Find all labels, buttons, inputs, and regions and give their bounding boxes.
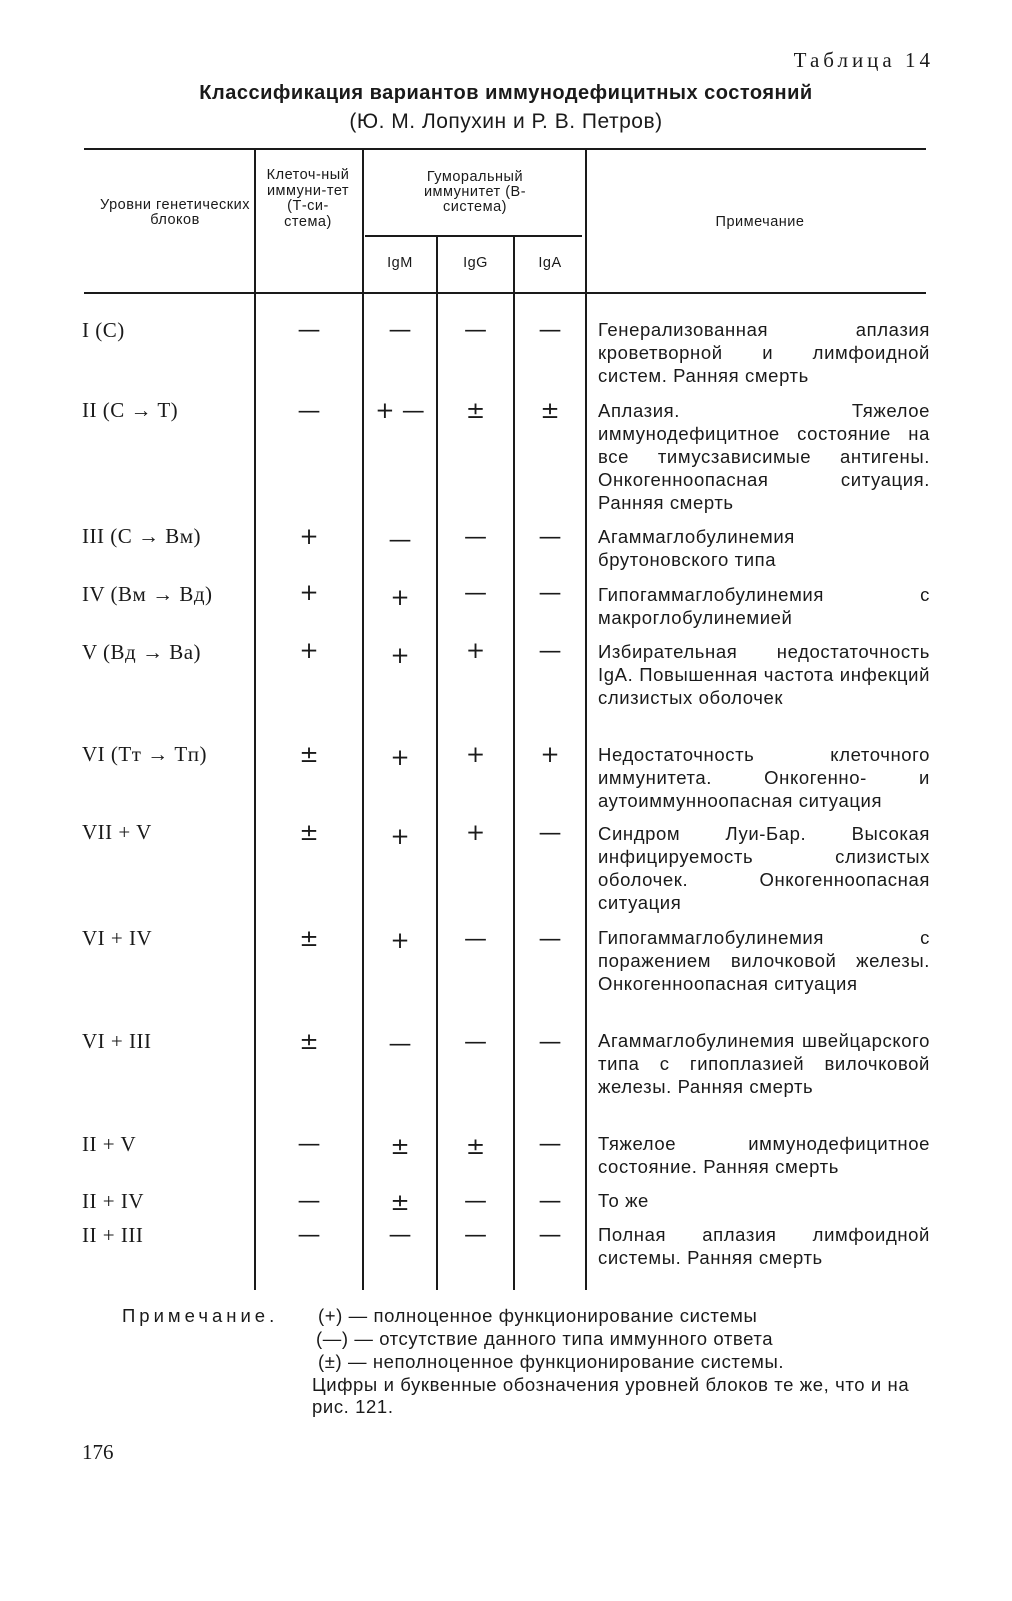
- row-igm: —: [388, 1031, 412, 1057]
- row-level: VII + V: [82, 820, 152, 844]
- row-igg: —: [464, 1029, 487, 1055]
- footnote-label: Примечание.: [122, 1305, 279, 1326]
- row-igm: —: [388, 317, 412, 343]
- row-cellular: —: [297, 1222, 321, 1248]
- row-igm: —: [388, 1222, 412, 1248]
- row-igg: +: [465, 820, 486, 846]
- row-igg: —: [464, 524, 487, 550]
- row-cellular: ±: [299, 1029, 319, 1055]
- row-igg: +: [465, 742, 486, 768]
- row-igm: —: [388, 527, 412, 553]
- row-level: II (C → T): [82, 398, 179, 422]
- row-level: II + III: [82, 1223, 144, 1247]
- row-iga: —: [538, 926, 562, 952]
- row-cellular: —: [297, 1131, 321, 1157]
- row-iga: —: [538, 1188, 562, 1214]
- row-note: Гипогаммаглобулинемия с макроглобулинемией: [598, 584, 930, 628]
- header-cellular: Клеточ-ный иммуни-тет (Т-си-стема): [266, 167, 350, 230]
- row-note: Агаммаглобулинемия швейцарского типа с гипоплазией вилочковой железы. Ранняя смерть: [598, 1030, 930, 1097]
- row-cellular: +: [299, 638, 319, 664]
- row-cellular: —: [297, 1188, 321, 1214]
- col-divider-5: [585, 150, 587, 1290]
- row-igm: ±: [390, 1190, 410, 1216]
- header-humoral: Гуморальный иммунитет (В-система): [423, 169, 527, 215]
- page-number: 176: [82, 1440, 114, 1464]
- table-title: Классификация вариантов иммунодефицитных состояний: [199, 82, 813, 104]
- row-igm: + —: [375, 398, 425, 424]
- header-note: Примечание: [715, 214, 805, 230]
- row-igg: +: [465, 638, 486, 664]
- footnote-plus: (+) — полноценное функционирование системы: [318, 1305, 758, 1326]
- row-cellular: —: [297, 398, 321, 424]
- row-note: Генерализованная аплазия кроветворной и лимфоидной систем. Ранняя смерть: [598, 319, 930, 386]
- row-igg: —: [464, 1188, 487, 1214]
- row-igg: ±: [465, 398, 486, 424]
- row-note: То же: [598, 1190, 649, 1211]
- row-igm: +: [390, 585, 410, 611]
- row-iga: —: [538, 1029, 562, 1055]
- footnote-text: Цифры и буквенные обозначения уровней блоков те же, что и на рис. 121.: [312, 1374, 910, 1417]
- row-iga: —: [538, 524, 562, 550]
- row-level: VI + III: [82, 1029, 152, 1053]
- row-level: I (C): [82, 318, 125, 342]
- header-igg: IgG: [463, 255, 488, 271]
- row-cellular: +: [299, 580, 319, 606]
- row-note: Синдром Луи-Бар. Высокая инфицируемость слизистых оболочек. Онкогенноопасная ситуация: [598, 823, 930, 913]
- row-note: Недостаточность клеточного иммунитета. Онкогенно- и аутоиммунноопасная ситуация: [598, 744, 930, 811]
- row-igg: —: [464, 317, 487, 343]
- row-igg: —: [464, 580, 487, 606]
- row-igm: +: [390, 928, 410, 954]
- row-iga: ±: [540, 398, 560, 424]
- row-note: Тяжелое иммунодефицитное состояние. Ранняя смерть: [598, 1133, 930, 1177]
- row-igg: —: [464, 926, 487, 952]
- row-igm: +: [390, 643, 410, 669]
- row-note: Гипогаммаглобулинемия с поражением вилочковой железы. Онкогенноопасная ситуация: [598, 927, 930, 994]
- row-igm: ±: [390, 1134, 410, 1160]
- row-iga: —: [538, 1222, 562, 1248]
- humoral-subheader-rule: [365, 235, 582, 237]
- row-level: III (C → Bм): [82, 524, 202, 548]
- row-iga: —: [538, 1131, 562, 1157]
- row-cellular: ±: [299, 742, 319, 768]
- table-label: Таблица 14: [793, 48, 934, 72]
- row-note: Полная аплазия лимфоидной системы. Ранняя смерть: [598, 1224, 930, 1268]
- header-levels: Уровни генетических блоков: [100, 197, 250, 228]
- row-igg: ±: [465, 1134, 486, 1160]
- row-cellular: —: [297, 317, 321, 343]
- table-authors: (Ю. М. Лопухин и Р. В. Петров): [349, 110, 663, 133]
- header-iga: IgA: [538, 255, 562, 271]
- table-top-rule: [84, 148, 926, 150]
- header-igm: IgM: [387, 255, 413, 271]
- row-igm: +: [390, 824, 410, 850]
- row-note: Агаммаглобулинемия брутоновского типа: [598, 526, 795, 570]
- row-iga: —: [538, 317, 562, 343]
- row-iga: —: [538, 638, 562, 664]
- row-iga: +: [540, 742, 560, 768]
- row-cellular: ±: [299, 926, 319, 952]
- row-level: II + V: [82, 1132, 137, 1156]
- row-igg: —: [464, 1222, 487, 1248]
- row-level: V (Bд → Bа): [82, 640, 202, 664]
- row-level: VI (Tт → Tп): [82, 742, 207, 766]
- row-level: II + IV: [82, 1189, 144, 1213]
- row-level: IV (Bм → Bд): [82, 582, 213, 606]
- row-cellular: ±: [299, 820, 319, 846]
- row-igm: +: [390, 745, 410, 771]
- footnote-minus: (—) — отсутствие данного типа иммунного ответа: [316, 1328, 774, 1349]
- row-cellular: +: [299, 524, 319, 550]
- header-bottom-rule: [84, 292, 926, 294]
- row-note: Избирательная недостаточность IgA. Повышенная частота инфекций слизистых оболочек: [598, 641, 930, 708]
- row-iga: —: [538, 580, 562, 606]
- row-note: Аплазия. Тяжелое иммунодефицитное состояние на все тимусзависимые антигены. Онкогенноопасная ситуация. Ранняя смерть: [598, 400, 930, 513]
- footnote-plusminus: (±) — неполноценное функционирование системы.: [318, 1351, 785, 1372]
- row-level: VI + IV: [82, 926, 153, 950]
- row-iga: —: [538, 820, 562, 846]
